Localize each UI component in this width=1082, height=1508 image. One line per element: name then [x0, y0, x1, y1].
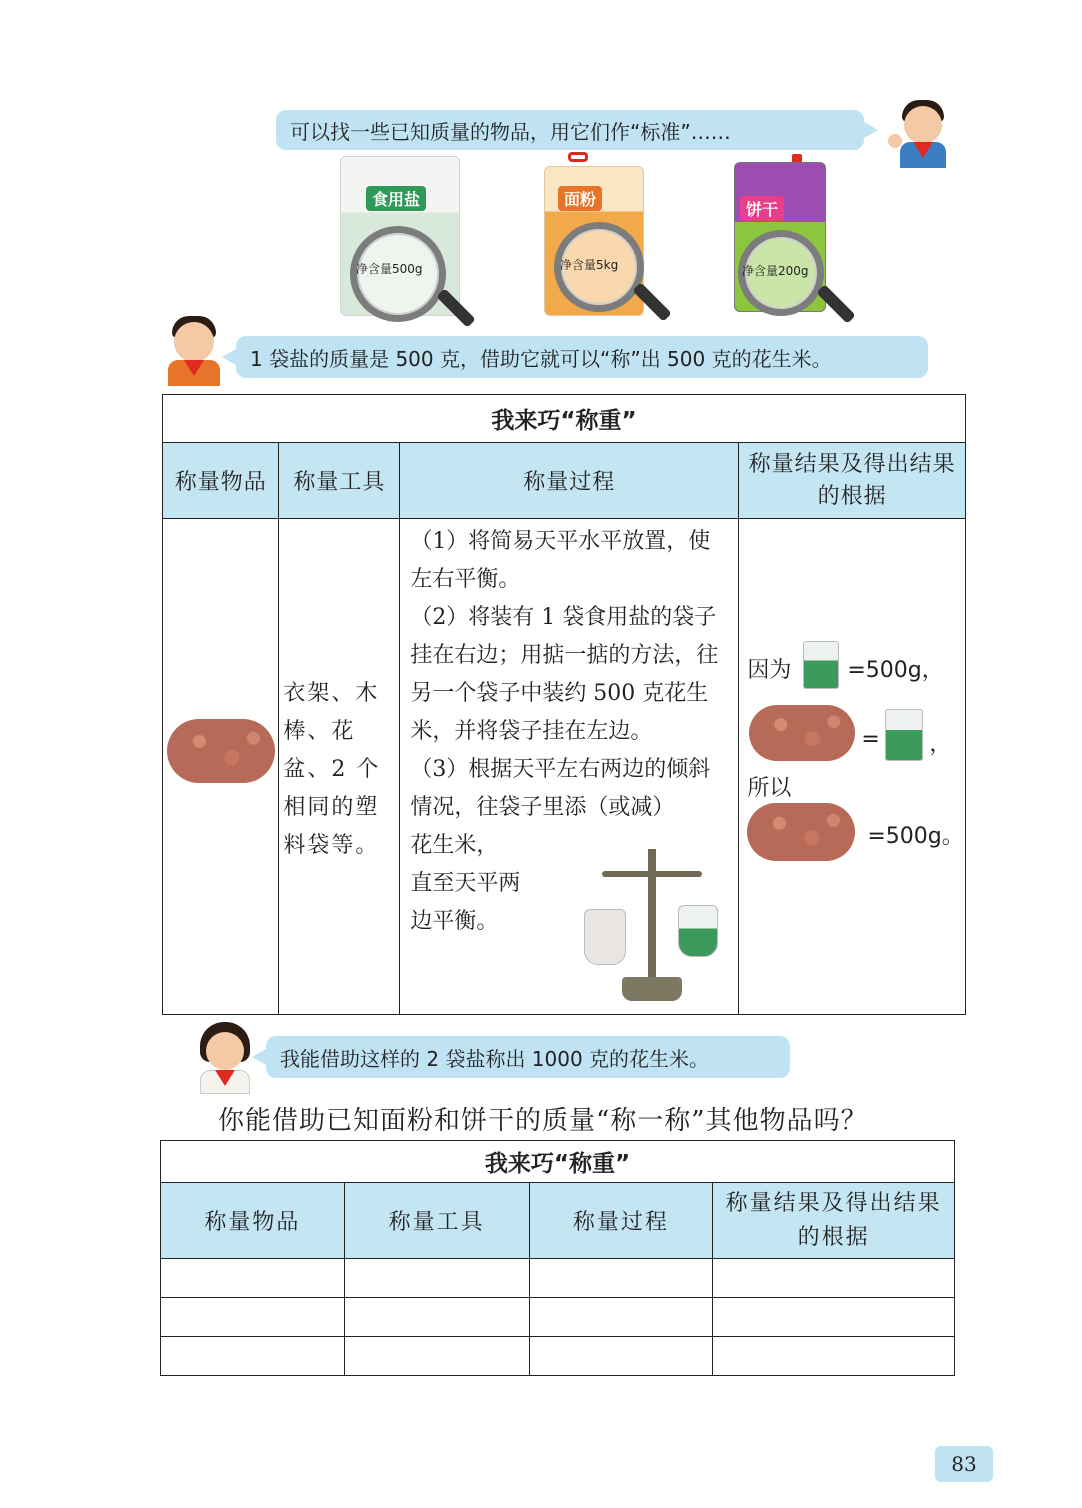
table1-header-process: 称量过程: [400, 443, 739, 519]
boy-illustration-top: [888, 96, 958, 168]
question-text: 你能借助已知面粉和饼干的质量“称一称”其他物品吗？: [218, 1106, 868, 1136]
result-eq2: =: [861, 727, 880, 752]
result-comma: ，: [929, 732, 952, 757]
table1-header-result: 称量结果及得出结果的根据: [739, 443, 966, 519]
blank-cell: [161, 1259, 345, 1298]
balance-scale-image: [582, 849, 722, 1001]
speech-text-girl: 我能借助这样的 2 袋盐称出 1000 克的花生米。: [280, 1046, 710, 1071]
biscuit-bag-product: [734, 152, 884, 322]
flour-label: 面粉: [558, 186, 602, 211]
flour-bag-product: [540, 152, 690, 322]
flour-net-weight: 净含量5kg: [560, 258, 619, 272]
weighing-table-blank: [160, 1140, 955, 1376]
blank-cell: [529, 1298, 713, 1337]
speech-bubble-salt: [236, 336, 928, 378]
blank-cell: [161, 1337, 345, 1376]
speech-text-top: 可以找一些已知质量的物品，用它们作“标准”……: [290, 119, 731, 144]
process-step-3-cont-3: 边平衡。: [410, 909, 499, 934]
salt-net-weight: 净含量500g: [356, 262, 423, 276]
peanuts-image: [749, 705, 855, 761]
speech-text-salt: 1 袋盐的质量是 500 克，借助它就可以“称”出 500 克的花生米。: [250, 346, 832, 371]
process-step-3-cont-2: 直至天平两: [410, 871, 521, 896]
blank-cell: [713, 1259, 955, 1298]
table1-title: 我来巧“称重”: [163, 395, 966, 443]
table1-result-cell: [739, 519, 966, 1015]
blank-cell: [529, 1337, 713, 1376]
blank-cell: [529, 1259, 713, 1298]
salt-bag-icon: [803, 641, 839, 689]
blank-cell: [344, 1259, 529, 1298]
peanuts-image: [167, 719, 275, 783]
result-eq3: =500g。: [867, 824, 964, 849]
result-eq1: =500g，: [847, 658, 944, 683]
blank-cell: [344, 1337, 529, 1376]
blank-cell: [713, 1337, 955, 1376]
weighing-table-example: [162, 394, 966, 1015]
peanuts-image: [747, 803, 855, 861]
result-because: 因为: [747, 658, 792, 683]
blank-cell: [161, 1298, 345, 1337]
table1-item-cell: [163, 519, 279, 1015]
blank-cell: [713, 1298, 955, 1337]
table2-header-result: 称量结果及得出结果的根据: [713, 1183, 955, 1259]
result-so: 所以: [747, 776, 792, 801]
biscuit-label: 饼干: [740, 196, 784, 221]
table1-header-item: 称量物品: [163, 443, 279, 519]
table2-header-process: 称量过程: [529, 1183, 713, 1259]
page-number: 83: [935, 1446, 993, 1482]
table1-tools-cell: [279, 519, 400, 1015]
table2-header-tool: 称量工具: [344, 1183, 529, 1259]
table1-tools-text: 衣架、木棒、花盆、2 个相同的塑料袋等。: [283, 681, 381, 858]
speech-bubble-girl: [266, 1036, 790, 1078]
speech-bubble-top: [276, 110, 864, 150]
table1-header-tool: 称量工具: [279, 443, 400, 519]
salt-bag-icon: [885, 709, 923, 761]
salt-bag-product: [340, 156, 490, 322]
biscuit-net-weight: 净含量200g: [742, 264, 809, 278]
process-step-2: （2）将装有 1 袋食用盐的袋子挂在右边；用掂一掂的方法，往另一个袋子中装约 500 克花生米，并将袋子挂在左边。: [410, 605, 719, 744]
process-step-3: （3）根据天平左右两边的倾斜情况，往袋子里添（或减）: [410, 757, 711, 820]
blank-cell: [344, 1298, 529, 1337]
process-step-3-cont-1: 花生米，: [410, 833, 499, 858]
salt-label: 食用盐: [366, 186, 426, 211]
table1-process-cell: [400, 519, 739, 1015]
process-step-1: （1）将简易天平水平放置，使左右平衡。: [410, 529, 711, 592]
table2-title: 我来巧“称重”: [161, 1141, 955, 1183]
table2-header-item: 称量物品: [161, 1183, 345, 1259]
